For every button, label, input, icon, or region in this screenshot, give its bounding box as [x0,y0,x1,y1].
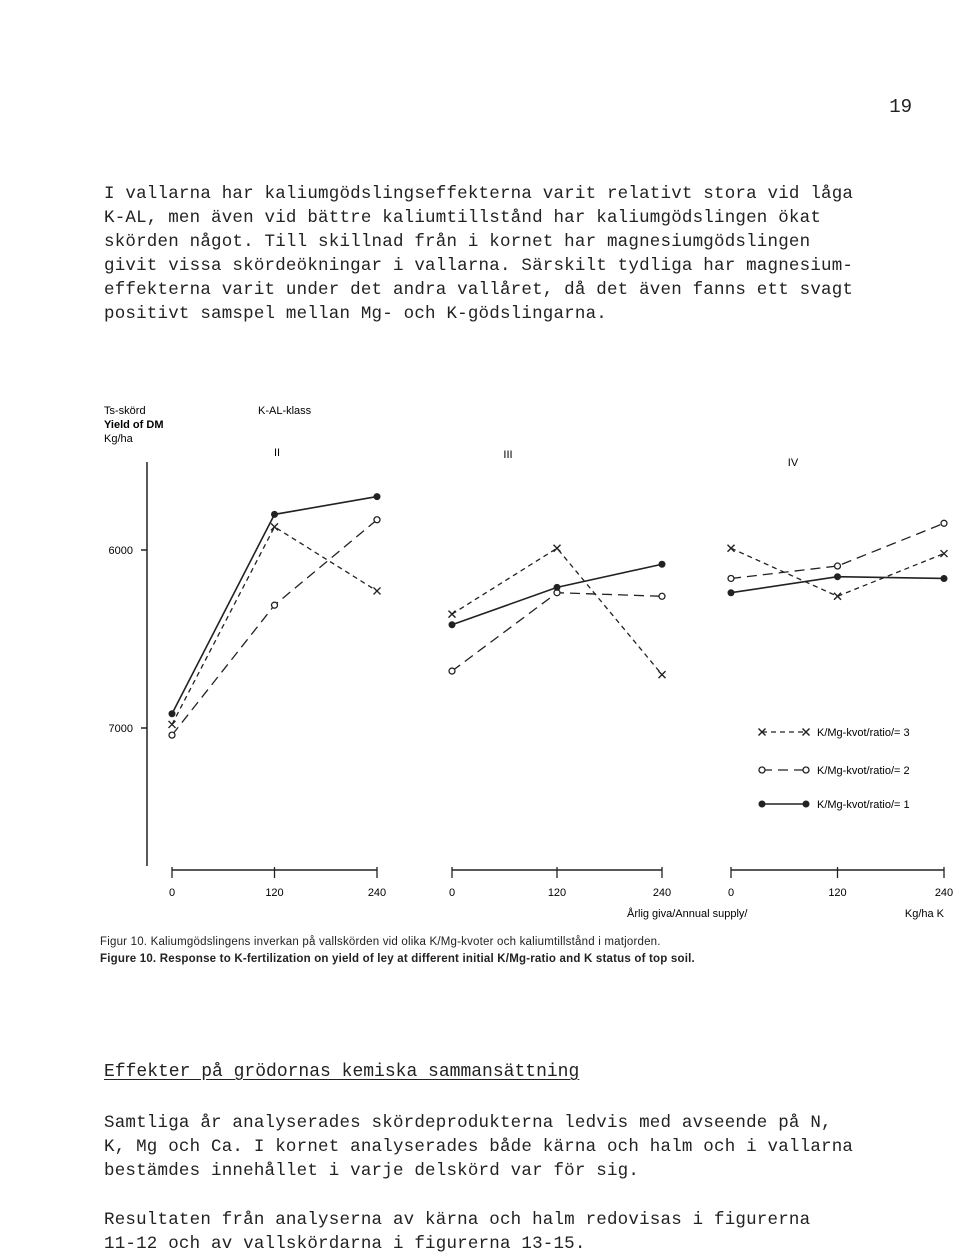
ylabel-line-1: Ts-skörd [104,405,146,417]
x-tick-label-panel-II-120: 120 [265,887,284,899]
point-panel-II-ratio-1-x240 [374,494,380,500]
x-tick-label-panel-II-240: 240 [367,887,387,899]
panel-label-III: III [503,449,513,461]
x-tick-label-panel-IV-240: 240 [934,887,954,899]
point-panel-IV-ratio-3-x240 [941,550,948,557]
x-tick-label-panel-III-120: 120 [547,887,567,899]
point-panel-II-ratio-3-x0 [169,721,176,728]
point-panel-III-ratio-3-x120 [554,545,561,552]
series-line-panel-II-ratio-2 [172,520,377,735]
page-number: 19 [889,96,912,118]
legend-label-ratio-3: K/Mg-kvot/ratio/= 3 [817,727,910,739]
ylabel-line-3: Kg/ha [104,433,133,445]
class-label: K-AL-klass [258,405,312,417]
point-panel-IV-ratio-3-x0 [728,545,735,552]
point-panel-II-ratio-3-x240 [374,587,381,594]
yield-response-chart [0,380,960,930]
x-tick-label-panel-III-240: 240 [652,887,672,899]
series-line-panel-IV-ratio-3 [731,548,944,596]
point-panel-IV-ratio-1-x240 [941,575,947,581]
figure-caption-english: Figure 10. Response to K-fertilization on yield of ley at different initial K/Mg-ratio and K status of top soil. [100,953,695,965]
point-panel-II-ratio-1-x120 [272,511,278,517]
x-axis-label: Årlig giva/Annual supply/ [627,908,748,920]
point-panel-IV-ratio-2-x240 [941,520,947,526]
figure-caption-swedish: Figur 10. Kaliumgödslingens inverkan på vallskörden vid olika K/Mg-kvoter och kaliumtillstånd i matjorden. [100,936,661,948]
point-panel-III-ratio-2-x0 [449,668,455,674]
point-panel-IV-ratio-2-x120 [835,563,841,569]
series-line-panel-III-ratio-2 [452,593,662,671]
point-panel-IV-ratio-3-x120 [834,593,841,600]
point-panel-III-ratio-2-x240 [659,593,665,599]
point-panel-IV-ratio-1-x120 [835,574,841,580]
point-panel-II-ratio-2-x0 [169,732,175,738]
point-panel-III-ratio-3-x0 [449,611,456,618]
point-panel-IV-ratio-1-x0 [728,590,734,596]
point-panel-II-ratio-3-x120 [271,523,278,530]
point-panel-III-ratio-1-x0 [449,622,455,628]
point-panel-II-ratio-2-x240 [374,517,380,523]
analysis-paragraph: Samtliga år analyserades skördeprodukterna ledvis med avseende på N, K, Mg och Ca. I kornet analyserades både kärna och halm och i vallarna bestämdes innehållet i varje delskörd var för sig. [104,1113,854,1181]
x-axis-unit: Kg/ha K [904,908,944,920]
point-panel-II-ratio-1-x0 [169,711,175,717]
section-heading: Effekter på grödornas kemiska sammansättning [104,1062,580,1082]
point-panel-III-ratio-1-x240 [659,561,665,567]
legend-marker-end-0 [803,729,810,736]
series-line-panel-III-ratio-3 [452,548,662,674]
panel-label-II: II [273,447,281,459]
legend-marker-end-2 [803,801,809,807]
x-tick-label-panel-III-0: 0 [448,887,456,899]
intro-paragraph: I vallarna har kaliumgödslingseffekterna varit relativt stora vid låga K-AL, men även vid bättre kaliumtillstånd har kaliumgödslingen ökat skörden något. Till skillnad från i kornet har magnesiumgödslingen givit vissa skördeökningar i vallarna. Särskilt tydliga har magnesium- effekterna varit under det andra vallåret, då det även fanns ett svagt positivt samspel mellan Mg- och K-gödslingarna. [104,184,854,324]
series-line-panel-II-ratio-3 [172,527,377,725]
x-tick-label-panel-IV-0: 0 [727,887,735,899]
point-panel-IV-ratio-2-x0 [728,575,734,581]
ylabel-line-2: Yield of DM [104,419,164,431]
y-tick-label-7000: 6000 [108,545,133,557]
legend-marker-start-2 [759,801,765,807]
x-tick-label-panel-II-0: 0 [168,887,176,899]
x-tick-label-panel-IV-120: 120 [828,887,847,899]
legend-marker-end-1 [803,767,809,773]
legend-marker-start-1 [759,767,765,773]
results-paragraph: Resultaten från analyserna av kärna och halm redovisas i figurerna 11-12 och av vallskördarna i figurerna 13-15. [104,1210,811,1254]
point-panel-II-ratio-2-x120 [272,602,278,608]
legend-label-ratio-1: K/Mg-kvot/ratio/= 1 [817,799,910,811]
point-panel-III-ratio-1-x120 [554,584,560,590]
panel-label-IV: IV [787,457,799,469]
series-line-panel-IV-ratio-2 [731,523,944,578]
point-panel-III-ratio-3-x240 [659,671,666,678]
legend-label-ratio-2: K/Mg-kvot/ratio/= 2 [817,765,910,777]
y-tick-label-6000: 7000 [108,723,133,735]
